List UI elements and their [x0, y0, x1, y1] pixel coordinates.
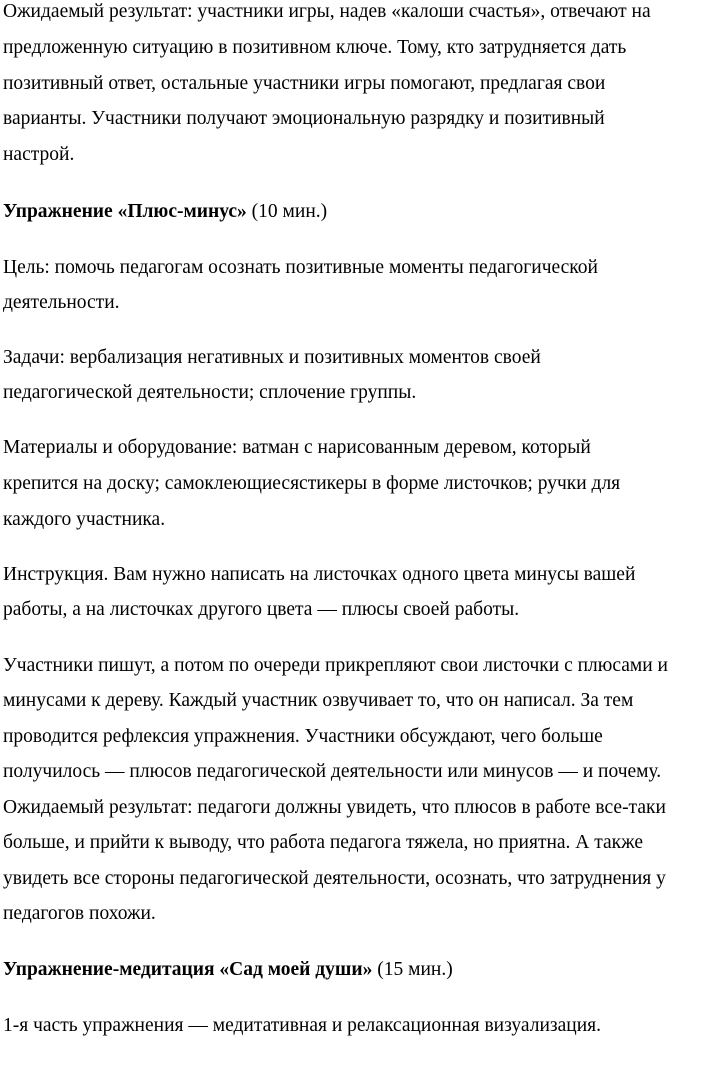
heading-duration: (15 мин.)	[372, 959, 453, 980]
text-line: проводится рефлексия упражнения. Участники обсуждают, чего больше	[3, 726, 603, 747]
heading-title: Упражнение «Плюс-минус»	[3, 201, 247, 222]
heading-duration: (10 мин.)	[246, 201, 328, 222]
heading-title: Упражнение-медитация «Сад моей души»	[3, 959, 373, 980]
text-line: Ожидаемый результат: участники игры, надев «калоши счастья», отвечают на	[3, 1, 651, 22]
text-line: получилось — плюсов педагогической деятельности или минусов — и почему.	[3, 761, 662, 782]
text-line: крепится на доску; самоклеющиесястикеры в форме листочков; ручки для	[3, 473, 621, 494]
text-line: увидеть все стороны педагогической деятельности, осознать, что затруднения у	[3, 868, 666, 889]
text-line: каждого участника.	[3, 509, 166, 530]
text-line: позитивный ответ, остальные участники игры помогают, предлагая свои	[3, 73, 606, 94]
text-line: работы, а на листочках другого цвета — плюсы своей работы.	[3, 599, 520, 620]
section-heading-garden-meditation	[3, 958, 453, 982]
text-line: варианты. Участники получают эмоциональную разрядку и позитивный	[3, 108, 605, 129]
text-line: Участники пишут, а потом по очереди прикрепляют свои листочки с плюсами и	[3, 655, 668, 676]
text-line: Цель: помочь педагогам осознать позитивные моменты педагогической	[3, 257, 598, 278]
text-line: деятельности.	[3, 292, 120, 313]
text-line: предложенную ситуацию в позитивном ключе. Тому, кто затрудняется дать	[3, 37, 627, 58]
text-line: 1-я часть упражнения — медитативная и релаксационная визуализация.	[3, 1015, 601, 1036]
section-heading-plus-minus	[3, 200, 327, 224]
text-line: минусами к дереву. Каждый участник озвучивает то, что он написал. За тем	[3, 690, 634, 711]
text-line: настрой.	[3, 144, 75, 165]
text-line: больше, и прийти к выводу, что работа педагога тяжела, но приятна. А также	[3, 832, 644, 853]
text-line: педагогов похожи.	[3, 903, 156, 924]
text-line: Материалы и оборудование: ватман с нарисованным деревом, который	[3, 437, 591, 458]
text-line: Инструкция. Вам нужно написать на листочках одного цвета минусы вашей	[3, 564, 636, 585]
text-line: педагогической деятельности; сплочение группы.	[3, 382, 417, 403]
text-line: Задачи: вербализация негативных и позитивных моментов своей	[3, 347, 541, 368]
text-line: Ожидаемый результат: педагоги должны увидеть, что плюсов в работе все-таки	[3, 797, 666, 818]
